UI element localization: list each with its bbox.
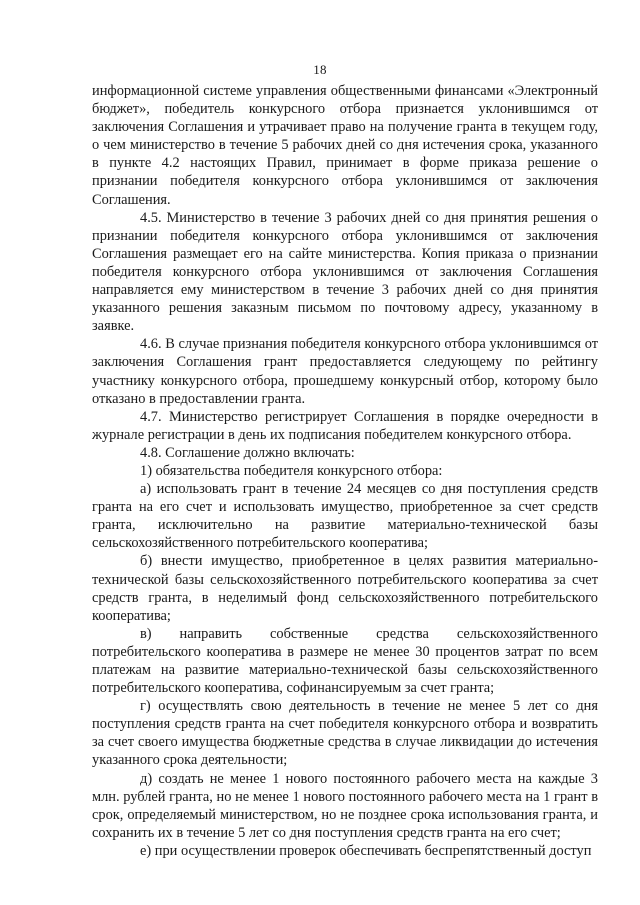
list-item-1: 1) обязательства победителя конкурсного отбора: — [140, 462, 443, 479]
list-item-d: д) создать не менее 1 нового постоянного рабочего места на каждые 3 млн. рублей гранта, но не менее 1 нового постоянного рабочего места на 1 грант в срок, определяемый министерством, но не позднее срока использования гранта, и сохранить их в течение 5 лет со дня поступления средств гранта на его счет; — [92, 770, 598, 841]
list-item-v: в) направить собственные средства сельскохозяйственного потребительского кооператива в размере не менее 30 процентов затрат по всем платежам на развитие материально-технической базы сельскохозяйственного потребительского кооператива, софинансируемым за счет гранта; — [92, 625, 598, 697]
paragraph-4-5: 4.5. Министерство в течение 3 рабочих дней со дня принятия решения о признании победителя конкурсного отбора уклонившимся от заключения Соглашения размещает его на сайте министерства. Копия приказа о признании победителя конкурсного отбора уклонившимся от заключения Соглашения направляется ему министерством в течение 3 рабочих дней со дня принятия указанного решения заказным письмом по почтовому адресу, указанному в заявке. — [92, 209, 598, 335]
document-body — [92, 82, 598, 860]
list-item-b: б) внести имущество, приобретенное в целях развития материально-технической базы сельскохозяйственного потребительского кооператива за счет средств гранта, в неделимый фонд сельскохозяйственного потребительского кооператива; — [92, 553, 598, 624]
paragraph-4-8: 4.8. Соглашение должно включать: — [140, 444, 355, 461]
paragraph-4-6: 4.6. В случае признания победителя конкурсного отбора уклонившимся от заключения Соглашения грант предоставляется следующему по рейтингу участнику конкурсного отбора, прошедшему конкурсный отбор, которому было отказано в предоставлении гранта. — [92, 336, 598, 407]
paragraph-continuation: информационной системе управления общественными финансами «Электронный бюджет», победитель конкурсного отбора признается уклонившимся от заключения Соглашения и утрачивает право на получение гранта в текущем году, о чем министерство в течение 5 рабочих дней со дня истечения срока, указанного в пункте 4.2 настоящих Правил, принимает в форме приказа решение о признании победителя конкурсного отбора уклонившимся от заключения Соглашения. — [92, 83, 598, 208]
list-item-e: е) при осуществлении проверок обеспечивать беспрепятственный доступ — [140, 842, 592, 859]
paragraph-4-7: 4.7. Министерство регистрирует Соглашения в порядке очередности в журнале регистрации в день их подписания победителем конкурсного отбора. — [92, 408, 598, 443]
list-item-a: а) использовать грант в течение 24 месяцев со дня поступления средств гранта на его счет и использовать имущество, приобретенное за счет средств гранта, исключительно на развитие материально-технической базы сельскохозяйственного потребительского кооператива; — [92, 481, 598, 552]
page-number: 18 — [313, 62, 327, 77]
list-item-g: г) осуществлять свою деятельность в течение не менее 5 лет со дня поступления средств гранта на счет победителя конкурсного отбора и возвратить за счет своего имущества бюджетные средства в случае ликвидации до истечения указанного срока деятельности; — [92, 698, 598, 769]
